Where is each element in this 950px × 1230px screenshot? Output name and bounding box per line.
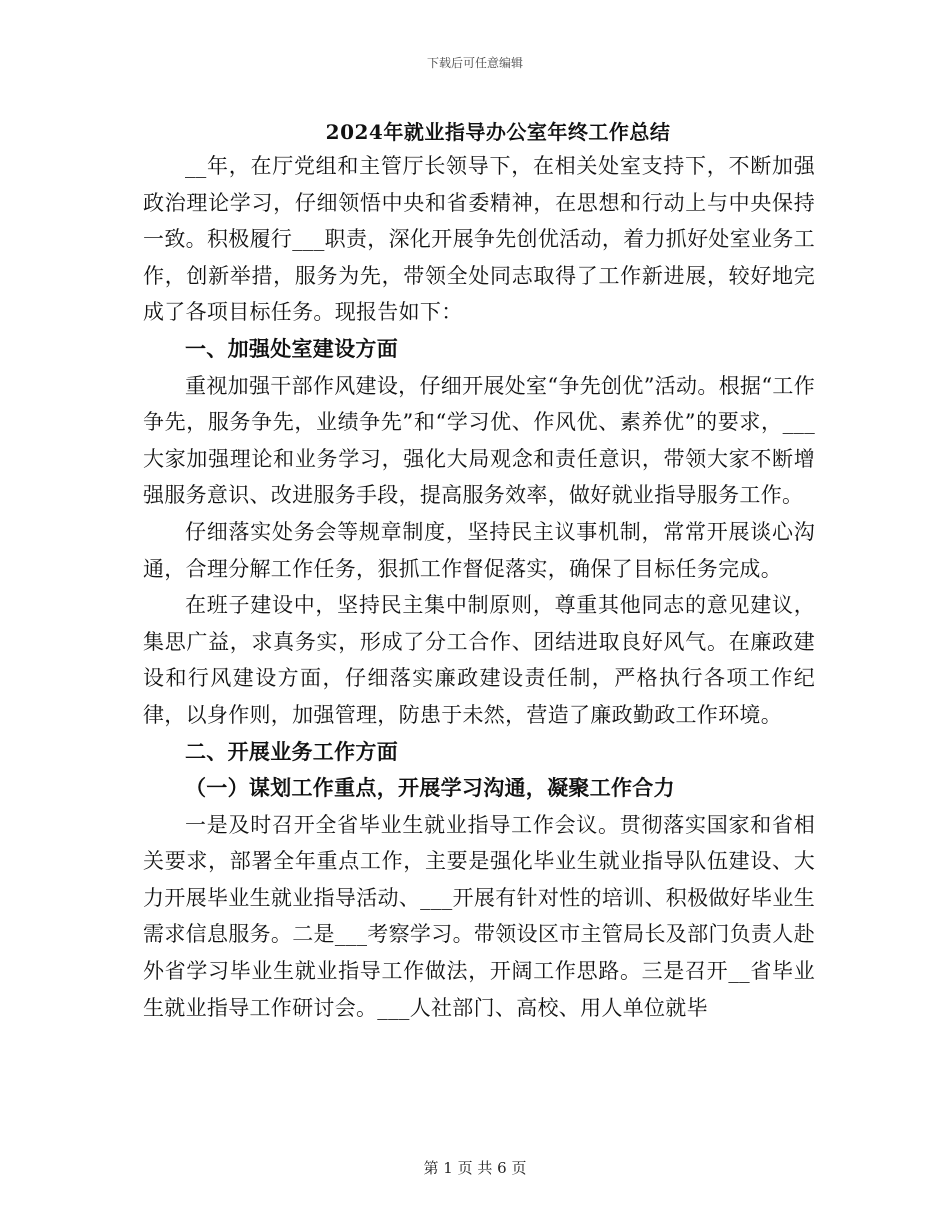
section-1-paragraph-2: 仔细落实处务会等规章制度，坚持民主议事机制，常常开展谈心沟通，合理分解工作任务，狠抓工作督促落实，确保了目标任务完成。 bbox=[143, 519, 815, 581]
intro-paragraph: __年，在厅党组和主管厅长领导下，在相关处室支持下，不断加强政治理论学习，仔细领悟中央和省委精神，在思想和行动上与中央保持一致。积极履行___职责，深化开展争先创优活动，着力抓好处室业务工作，创新举措，服务为先，带领全处同志取得了工作新进展，较好地完成了各项目标任务。现报告如下： bbox=[143, 154, 815, 325]
page-footer: 第 1 页 共 6 页 bbox=[423, 1159, 527, 1177]
section-heading-1: 一、加强处室建设方面 bbox=[185, 335, 398, 361]
document-body bbox=[143, 148, 815, 1026]
section-1-paragraph-1: 重视加强干部作风建设，仔细开展处室“争先创优”活动。根据“工作争先，服务争先，业绩争先”和“学习优、作风优、素养优”的要求，___大家加强理论和业务学习，强化大局观念和责任意识，带领大家不断增强服务意识、改进服务手段，提高服务效率，做好就业指导服务工作。 bbox=[143, 373, 815, 508]
header-note: 下载后可任意编辑 bbox=[426, 56, 523, 70]
section-heading-2: 二、开展业务工作方面 bbox=[185, 738, 398, 764]
document-title: 2024年就业指导办公室年终工作总结 bbox=[325, 120, 671, 144]
subsection-heading-1: （一）谋划工作重点，开展学习沟通，凝聚工作合力 bbox=[185, 775, 675, 801]
section-1-paragraph-3: 在班子建设中，坚持民主集中制原则，尊重其他同志的意见建议，集思广益，求真务实，形成了分工合作、团结进取良好风气。在廉政建设和行风建设方面，仔细落实廉政建设责任制，严格执行各项工作纪律，以身作则，加强管理，防患于未然，营造了廉政勤政工作环境。 bbox=[143, 593, 815, 727]
subsection-1-paragraph-1: 一是及时召开全省毕业生就业指导工作会议。贯彻落实国家和省相关要求，部署全年重点工作，主要是强化毕业生就业指导队伍建设、大力开展毕业生就业指导活动、___开展有针对性的培训、积极做好毕业生需求信息服务。二是___考察学习。带领设区市主管局长及部门负责人赴外省学习毕业生就业指导工作做法，开阔工作思路。三是召开__省毕业生就业指导工作研讨会。___人社部门、高校、用人单位就毕 bbox=[143, 812, 815, 1020]
